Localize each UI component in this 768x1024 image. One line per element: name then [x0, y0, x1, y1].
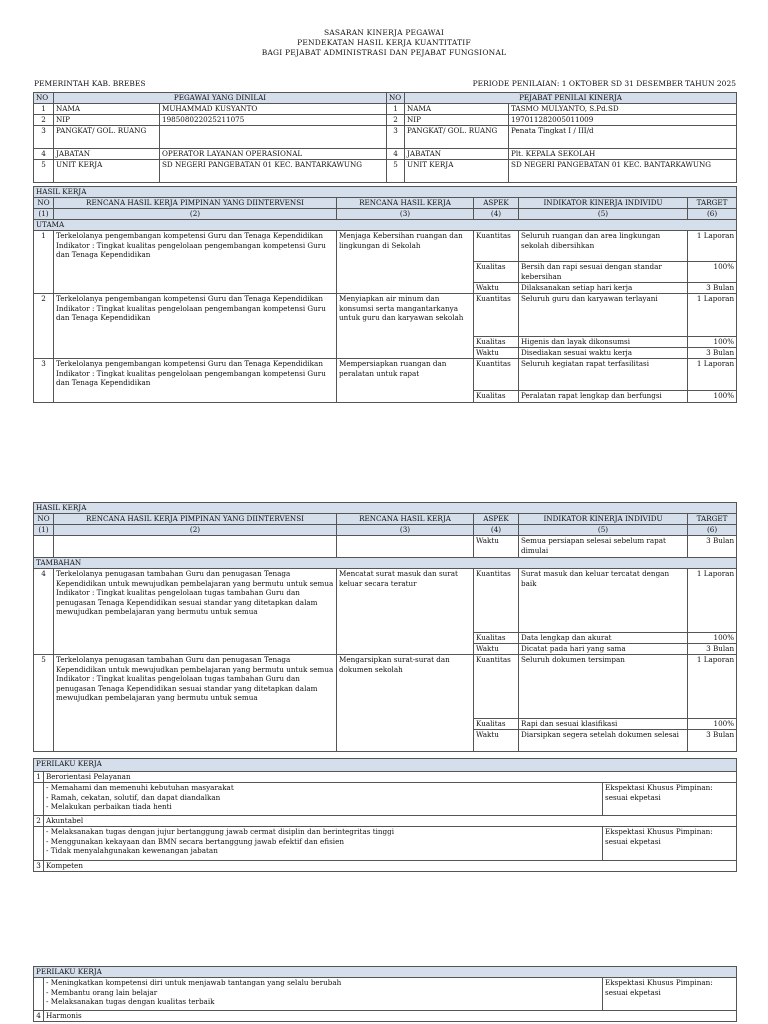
row-no: 3: [34, 359, 54, 403]
col-number: (5): [519, 525, 688, 536]
aspek-cell: Kuantitas: [474, 294, 519, 337]
indikator-cell: Dicatat pada hari yang sama: [519, 644, 688, 655]
perilaku-no: 3: [34, 861, 44, 872]
perilaku-title: Berorientasi Pelayanan: [44, 772, 737, 783]
aspek-cell: Kuantitas: [474, 655, 519, 719]
target-cell: 100%: [688, 633, 737, 644]
doc-title: SASARAN KINERJA PEGAWAI: [323, 28, 445, 37]
section-header: HASIL KERJA: [34, 187, 737, 198]
col-number: (3): [337, 209, 474, 220]
perilaku-point: - Membantu orang lain belajar: [46, 987, 158, 997]
target-cell: 3 Bulan: [688, 348, 737, 359]
col-header: ASPEK: [474, 198, 519, 209]
target-cell: 100%: [688, 391, 737, 403]
perilaku-point: - Tidak menyalahgunakan kewenangan jabatan: [46, 846, 218, 855]
id-label: NAMA: [405, 104, 509, 115]
penilai-value: Penata Tingkat I / III/d: [509, 126, 737, 149]
target-cell: 1 Laporan: [688, 294, 737, 337]
aspek-cell: Kuantitas: [474, 569, 519, 633]
col-number: (2): [54, 209, 337, 220]
instansi: PEMERINTAH KAB. BREBES: [34, 79, 146, 88]
target-cell: 3 Bulan: [688, 283, 737, 294]
penilai-value: SD NEGERI PANGEBATAN 01 KEC. BANTARKAWUNG: [509, 160, 737, 183]
id-no: 5: [387, 160, 405, 183]
perilaku-no: 2: [34, 816, 44, 827]
col-header: RENCANA HASIL KERJA PIMPINAN YANG DIINTERVENSI: [54, 198, 337, 209]
pimpinan-cell: Terkelolanya pengembangan kompetensi Guru dan Tenaga Kependidikan Indikator : Tingkat kualitas pengelolaan pengembangan kompetensi Guru dan Tenaga Kependidikan: [54, 359, 337, 403]
id-no: 1: [34, 104, 54, 115]
ekspektasi-cell: Ekspektasi Khusus Pimpinan: sesuai ekpetasi: [603, 783, 737, 816]
target-cell: 100%: [688, 262, 737, 283]
col-number: (5): [519, 209, 688, 220]
target-cell: 100%: [688, 337, 737, 348]
aspek-cell: Waktu: [474, 348, 519, 359]
col-number: (6): [688, 525, 737, 536]
ekspektasi-cell: Ekspektasi Khusus Pimpinan: sesuai ekpetasi: [603, 978, 737, 1011]
id-label: NIP: [54, 115, 160, 126]
subsection-label: UTAMA: [34, 220, 737, 231]
rencana-cell: Mempersiapkan ruangan dan peralatan untuk rapat: [337, 359, 474, 403]
pegawai-value: 198508022025211075: [160, 115, 387, 126]
doc-subtitle-2: BAGI PEJABAT ADMINISTRASI DAN PEJABAT FUNGSIONAL: [261, 48, 507, 57]
target-cell: 1 Laporan: [688, 359, 737, 391]
target-cell: 1 Laporan: [688, 655, 737, 719]
perilaku-kerja-table-continued: [33, 966, 737, 1022]
indikator-cell: Seluruh ruangan dan area lingkungan sekolah dibersihkan: [519, 231, 688, 262]
ekspektasi-cell: Ekspektasi Khusus Pimpinan: sesuai ekpetasi: [603, 827, 737, 861]
hasil-kerja-table-continued: [33, 502, 737, 752]
col-number: (3): [337, 525, 474, 536]
penilai-value: TASMO MULYANTO, S.Pd.SD: [509, 104, 737, 115]
perilaku-point: - Melakukan perbaikan tiada henti: [46, 802, 172, 811]
col-number: (4): [474, 525, 519, 536]
pimpinan-cell: Terkelolanya pengembangan kompetensi Guru dan Tenaga Kependidikan Indikator : Tingkat kualitas pengelolaan pengembangan kompetensi Guru dan Tenaga Kependidikan: [54, 294, 337, 359]
perilaku-point: - Ramah, cekatan, solutif, dan dapat diandalkan: [46, 792, 221, 802]
pimpinan-cell: Terkelolanya penugasan tambahan Guru dan penugasan Tenaga Kependidikan untuk mewujudkan pembelajaran yang bermutu untuk semua Indikator : Tingkat kualitas pengelolaan tugas tambahan Guru dan penugasan Tenaga Kependidikan sesuai standar yang ditetapkan dalam mewujudkan pembelajaran yang bermutu untuk semua: [54, 655, 337, 752]
perilaku-point: - Memahami dan memenuhi kebutuhan masyarakat: [46, 783, 234, 792]
periode: PERIODE PENILAIAN: 1 OKTOBER SD 31 DESEMBER TAHUN 2025: [472, 79, 736, 88]
id-no: 4: [387, 149, 405, 160]
perilaku-point: - Melaksanakan tugas dengan kualitas terbaik: [46, 997, 215, 1006]
perilaku-point: - Menggunakan kekayaan dan BMN secara bertanggung jawab efektif dan efisien: [46, 836, 344, 846]
col-header: ASPEK: [474, 514, 519, 525]
indikator-cell: Rapi dan sesuai klasifikasi: [519, 719, 688, 730]
aspek-cell: Kuantitas: [474, 231, 519, 262]
perilaku-title: Kompeten: [44, 861, 737, 872]
indikator-cell: Disediakan sesuai waktu kerja: [519, 348, 688, 359]
indikator-cell: Semua persiapan selesai sebelum rapat dimulai: [519, 536, 688, 558]
indikator-cell: Seluruh guru dan karyawan terlayani: [519, 294, 688, 337]
indikator-cell: Seluruh dokumen tersimpan: [519, 655, 688, 719]
penilai-value: Plt. KEPALA SEKOLAH: [509, 149, 737, 160]
aspek-cell: Kualitas: [474, 391, 519, 403]
target-cell: 3 Bulan: [688, 536, 737, 558]
pegawai-value: MUHAMMAD KUSYANTO: [160, 104, 387, 115]
col-header: INDIKATOR KINERJA INDIVIDU: [519, 198, 688, 209]
pimpinan-cell: Terkelolanya pengembangan kompetensi Guru dan Tenaga Kependidikan Indikator : Tingkat kualitas pengelolaan pengembangan kompetensi Guru dan Tenaga Kependidikan: [54, 231, 337, 294]
target-cell: 1 Laporan: [688, 231, 737, 262]
pimpinan-cell: Terkelolanya penugasan tambahan Guru dan penugasan Tenaga Kependidikan untuk mewujudkan pembelajaran yang bermutu untuk semua Indikator : Tingkat kualitas pengelolaan tugas tambahan Guru dan penugasan Tenaga Kependidikan sesuai standar yang ditetapkan dalam mewujudkan pembelajaran yang bermutu untuk semua: [54, 569, 337, 655]
section-header: PERILAKU KERJA: [34, 967, 737, 978]
id-no: 2: [387, 115, 405, 126]
aspek-cell: Kualitas: [474, 719, 519, 730]
perilaku-point: - Melaksanakan tugas dengan jujur bertanggung jawab cermat disiplin dan berintegritas tinggi: [46, 827, 395, 836]
perilaku-no: 4: [34, 1011, 44, 1022]
col-number: (1): [34, 209, 54, 220]
pegawai-value: SD NEGERI PANGEBATAN 01 KEC. BANTARKAWUNG: [160, 160, 387, 183]
identity-table: [33, 92, 737, 183]
id-no: 3: [387, 126, 405, 149]
indikator-cell: Surat masuk dan keluar tercatat dengan baik: [519, 569, 688, 633]
target-cell: 100%: [688, 719, 737, 730]
target-cell: 3 Bulan: [688, 644, 737, 655]
col-header: TARGET: [688, 198, 737, 209]
aspek-cell: Kualitas: [474, 262, 519, 283]
pegawai-header: PEGAWAI YANG DINILAI: [54, 93, 387, 104]
doc-subtitle: PENDEKATAN HASIL KERJA KUANTITATIF: [297, 38, 471, 47]
col-header: NO: [34, 514, 54, 525]
perilaku-title: Harmonis: [44, 1011, 737, 1022]
perilaku-points: [44, 827, 603, 861]
row-no: 2: [34, 294, 54, 359]
id-label: UNIT KERJA: [54, 160, 160, 183]
pegawai-value: OPERATOR LAYANAN OPERASIONAL: [160, 149, 387, 160]
row-no: 1: [34, 231, 54, 294]
perilaku-title: Akuntabel: [44, 816, 737, 827]
aspek-cell: Kualitas: [474, 633, 519, 644]
col-number: (1): [34, 525, 54, 536]
penilai-header: PEJABAT PENILAI KINERJA: [405, 93, 737, 104]
penilai-value: 197011282005011009: [509, 115, 737, 126]
indikator-cell: Dilaksanakan setiap hari kerja: [519, 283, 688, 294]
id-label: NIP: [405, 115, 509, 126]
indikator-cell: Data lengkap dan akurat: [519, 633, 688, 644]
perilaku-kerja-table: [33, 758, 737, 872]
col-number: (2): [54, 525, 337, 536]
id-no: 1: [387, 104, 405, 115]
aspek-cell: Kualitas: [474, 337, 519, 348]
col-no: NO: [387, 93, 405, 104]
rencana-cell: Menjaga Kebersihan ruangan dan lingkungan di Sekolah: [337, 231, 474, 294]
aspek-cell: Kuantitas: [474, 359, 519, 391]
id-no: 2: [34, 115, 54, 126]
perilaku-no: 1: [34, 772, 44, 783]
target-cell: 1 Laporan: [688, 569, 737, 633]
col-number: (4): [474, 209, 519, 220]
indikator-cell: Seluruh kegiatan rapat terfasilitasi: [519, 359, 688, 391]
subsection-label: TAMBAHAN: [34, 558, 737, 569]
col-header: RENCANA HASIL KERJA: [337, 198, 474, 209]
rencana-cell: Menyiapkan air minum dan konsumsi serta mangantarkanya untuk guru dan karyawan sekolah: [337, 294, 474, 359]
id-label: NAMA: [54, 104, 160, 115]
row-no: 5: [34, 655, 54, 752]
target-cell: 3 Bulan: [688, 730, 737, 752]
aspek-cell: Waktu: [474, 283, 519, 294]
id-no: 5: [34, 160, 54, 183]
col-no: NO: [34, 93, 54, 104]
col-header: NO: [34, 198, 54, 209]
indikator-cell: Higenis dan layak dikonsumsi: [519, 337, 688, 348]
perilaku-points: [44, 978, 603, 1011]
aspek-cell: Waktu: [474, 536, 519, 558]
col-header: TARGET: [688, 514, 737, 525]
id-no: 4: [34, 149, 54, 160]
perilaku-points: [44, 783, 603, 816]
id-label: UNIT KERJA: [405, 160, 509, 183]
col-header: INDIKATOR KINERJA INDIVIDU: [519, 514, 688, 525]
indikator-cell: Diarsipkan segera setelah dokumen selesai: [519, 730, 688, 752]
aspek-cell: Waktu: [474, 730, 519, 752]
section-header: HASIL KERJA: [34, 503, 737, 514]
indikator-cell: Peralatan rapat lengkap dan berfungsi: [519, 391, 688, 403]
aspek-cell: Waktu: [474, 644, 519, 655]
hasil-kerja-table: [33, 186, 737, 403]
pegawai-value: [160, 126, 387, 149]
col-header: RENCANA HASIL KERJA PIMPINAN YANG DIINTERVENSI: [54, 514, 337, 525]
rencana-cell: Mencatat surat masuk dan surat keluar secara teratur: [337, 569, 474, 655]
id-no: 3: [34, 126, 54, 149]
col-header: RENCANA HASIL KERJA: [337, 514, 474, 525]
row-no: 4: [34, 569, 54, 655]
id-label: JABATAN: [405, 149, 509, 160]
id-label: JABATAN: [54, 149, 160, 160]
indikator-cell: Bersih dan rapi sesuai dengan standar kebersihan: [519, 262, 688, 283]
id-label: PANGKAT/ GOL. RUANG: [54, 126, 160, 149]
rencana-cell: Mengarsipkan surat-surat dan dokumen sekolah: [337, 655, 474, 752]
id-label: PANGKAT/ GOL. RUANG: [405, 126, 509, 149]
section-header: PERILAKU KERJA: [34, 759, 737, 772]
perilaku-point: - Meningkatkan kompetensi diri untuk menjawab tantangan yang selalu berubah: [46, 978, 342, 987]
col-number: (6): [688, 209, 737, 220]
